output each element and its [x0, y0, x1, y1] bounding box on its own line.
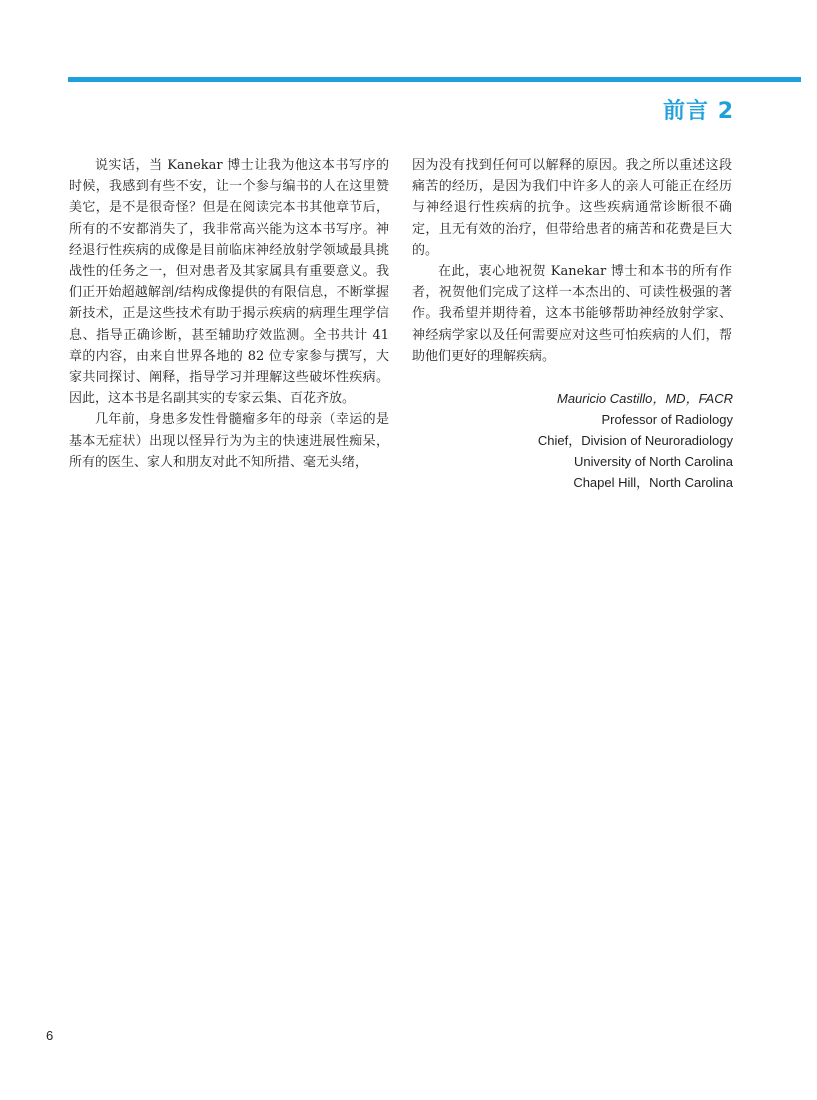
paragraph: 几年前，身患多发性骨髓瘤多年的母亲（幸运的是基本无症状）出现以怪异行为为主的快速进展性痴呆，所有的医生、家人和朋友对此不知所措、毫无头绪， — [69, 412, 389, 470]
paragraph: 说实话，当 Kanekar 博士让我为他这本书写序的时候，我感到有些不安，让一个参与编书的人在这里赞美它，是不是很奇怪？但是在阅读完本书其他章节后，所有的不安都消失了，我非常高兴能为这本书写序。神经退行性疾病的成像是目前临床神经放射学领域最具挑战性的任务之一，但对患者及其家属具有重要意义。我们正开始超越解剖/结构成像提供的有限信息，不断掌握新技术，正是这些技术有助于揭示疾病的病理生理学信息、指导正确诊断，甚至辅助疗效监测。全书共计 41 章的内容，由来自世界各地的 82 位专家参与撰写，大家共同探讨、阐释，指导学习并理解这些破坏性疾病。因此，这本书是名副其实的专家云集、百花齐放。 — [69, 158, 389, 407]
author-position: Chief，Division of Neuroradiology — [537, 433, 733, 448]
text-column-left — [69, 155, 389, 473]
paragraph-continued: 因为没有找到任何可以解释的原因。我之所以重述这段痛苦的经历，是因为我们中许多人的亲人可能正在经历与神经退行性疾病的抗争。这些疾病通常诊断很不确定，且无有效的治疗，但带给患者的痛苦和花费是巨大的。 — [412, 158, 732, 258]
author-name: Mauricio Castillo，MD，FACR — [556, 391, 733, 406]
author-institution: University of North Carolina — [574, 454, 733, 469]
author-location: Chapel Hill，North Carolina — [573, 475, 733, 490]
page-number: 6 — [46, 1028, 54, 1043]
paragraph: 在此，衷心地祝贺 Kanekar 博士和本书的所有作者，祝贺他们完成了这样一本杰出的、可读性极强的著作。我希望并期待着，这本书能够帮助神经放射学家、神经病学家以及任何需要应对这些可怕疾病的人们，帮助他们更好的理解疾病。 — [412, 264, 732, 364]
text-column-right — [412, 155, 732, 367]
author-title: Professor of Radiology — [601, 412, 733, 427]
signature-block — [538, 388, 733, 493]
page-title: 前言 2 — [663, 99, 734, 124]
header-rule — [68, 77, 801, 82]
